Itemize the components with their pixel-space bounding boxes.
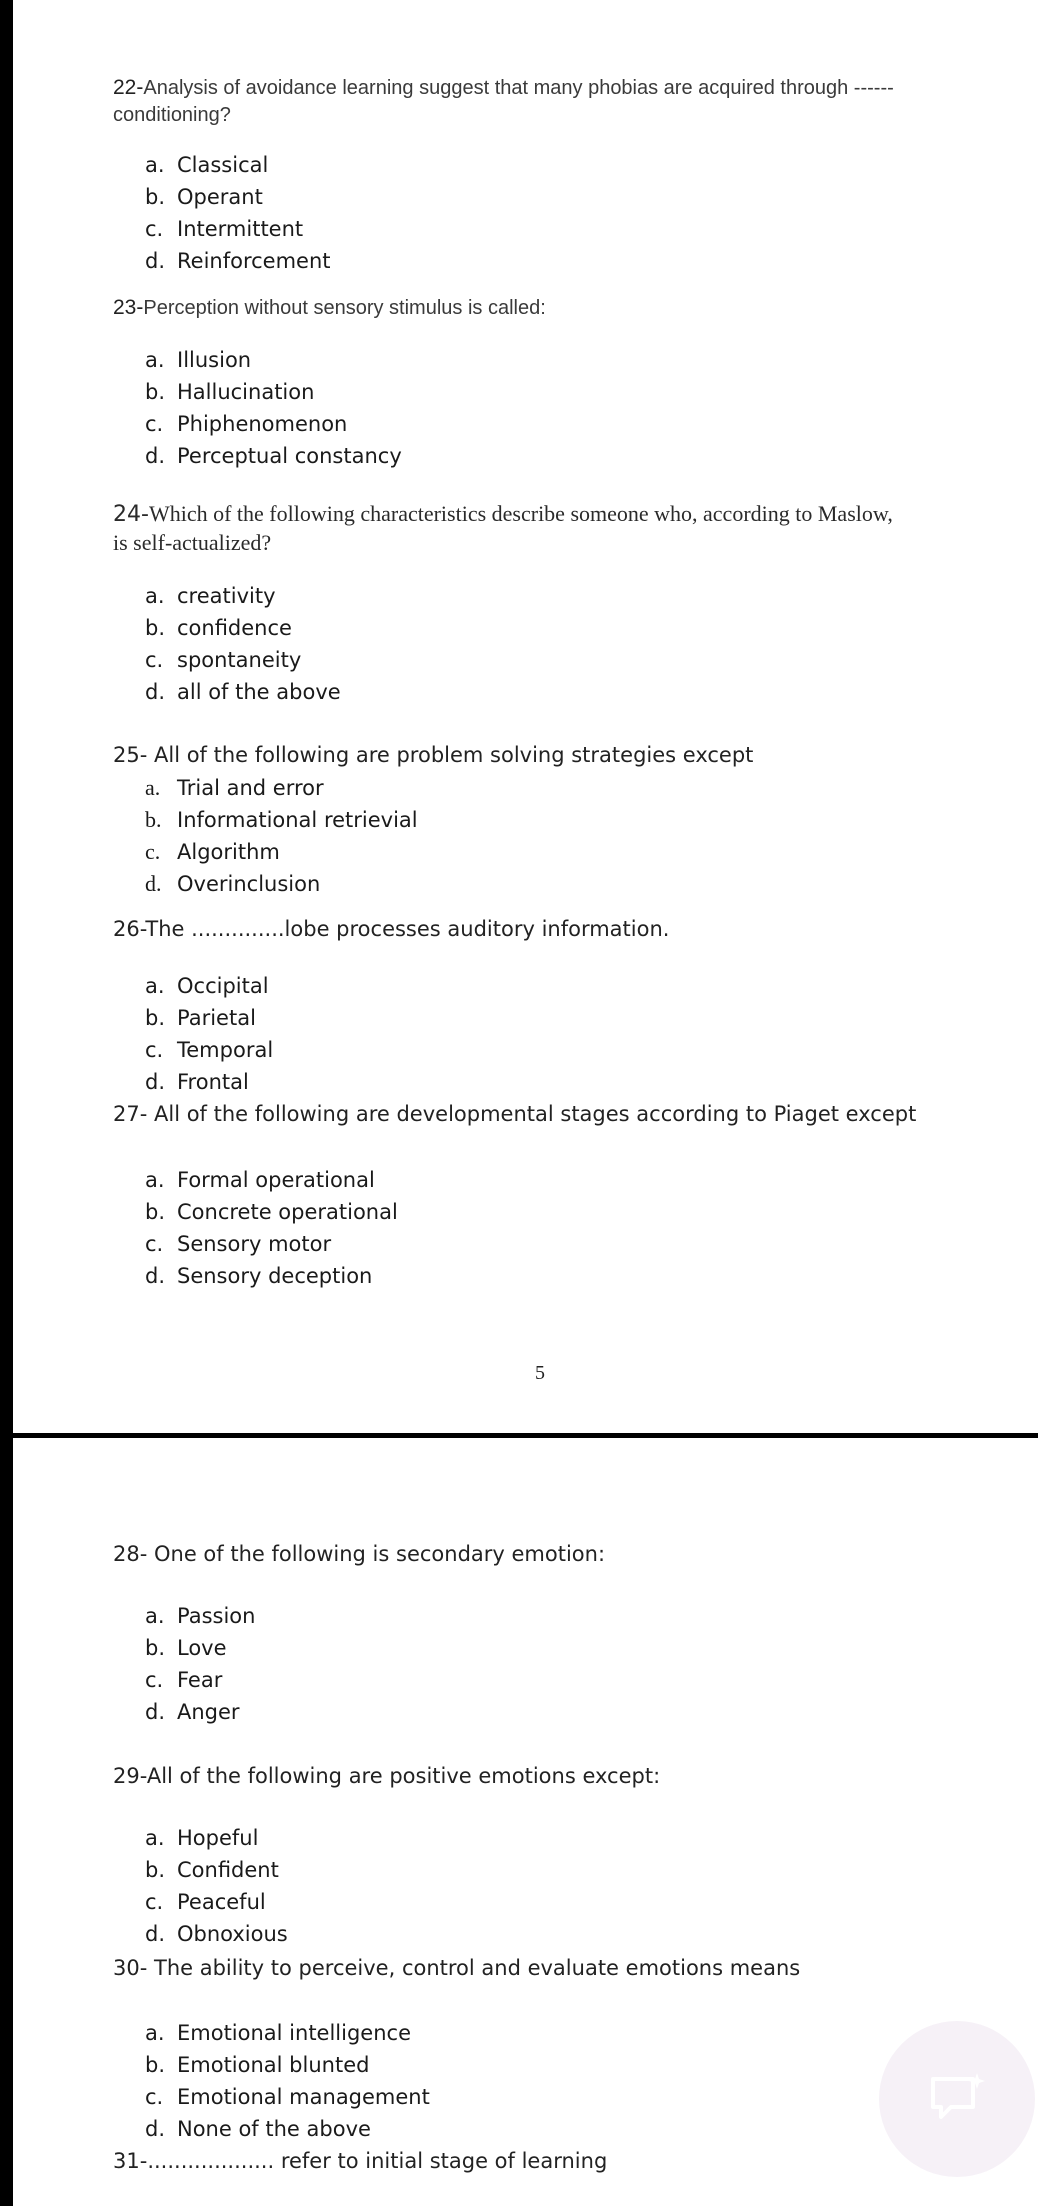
option[interactable]: a. Occipital [145, 974, 269, 998]
option[interactable]: c. spontaneity [145, 648, 302, 672]
option[interactable]: b. Informational retrievial [145, 807, 418, 832]
option[interactable]: b. Operant [145, 185, 263, 209]
option[interactable]: c. Phiphenomenon [145, 412, 348, 436]
option[interactable]: b. Hallucination [145, 380, 315, 404]
option[interactable]: a. Hopeful [145, 1826, 259, 1850]
option[interactable]: a. creativity [145, 584, 276, 608]
question-28-options [145, 1600, 255, 1728]
question-24: 24-Which of the following characteristics describe someone who, according to Maslow, is self-actualized? [113, 501, 893, 555]
page-number: 5 [535, 1362, 545, 1384]
question-29: 29-All of the following are positive emotions except: [113, 1764, 661, 1788]
option[interactable]: b. Confident [145, 1858, 279, 1882]
question-30-options [145, 2017, 430, 2145]
option[interactable]: c. Emotional management [145, 2085, 430, 2109]
option[interactable]: c. Sensory motor [145, 1232, 332, 1256]
option[interactable]: b. Concrete operational [145, 1200, 398, 1224]
option[interactable]: b. confidence [145, 616, 292, 640]
question-23: 23-Perception without sensory stimulus is called: [113, 296, 546, 319]
option[interactable]: c. Intermittent [145, 217, 304, 241]
option[interactable]: d. all of the above [145, 680, 341, 704]
option[interactable]: b. Love [145, 1636, 227, 1660]
question-22: 22-Analysis of avoidance learning suggest that many phobias are acquired through ------ conditioning? [113, 76, 894, 126]
option[interactable]: a. Emotional intelligence [145, 2021, 412, 2045]
question-23-options [145, 344, 402, 472]
question-29-options [145, 1822, 288, 1950]
option[interactable]: c. Temporal [145, 1038, 274, 1062]
option[interactable]: d. Sensory deception [145, 1264, 373, 1288]
option[interactable]: c. Peaceful [145, 1890, 266, 1914]
option[interactable]: d. None of the above [145, 2117, 371, 2141]
option[interactable]: a. Classical [145, 153, 269, 177]
question-22-options [145, 149, 331, 277]
question-25-options [145, 772, 418, 900]
chat-bubble-icon [925, 2071, 989, 2127]
question-26: 26-The ..............lobe processes auditory information. [113, 917, 670, 941]
option[interactable]: d. Reinforcement [145, 249, 331, 273]
question-27: 27- All of the following are developmental stages according to Piaget except [113, 1102, 917, 1126]
option[interactable]: d. Frontal [145, 1070, 249, 1094]
question-27-options [145, 1164, 398, 1292]
option[interactable]: a. Passion [145, 1604, 256, 1628]
option[interactable]: a. Illusion [145, 348, 252, 372]
option[interactable]: b. Emotional blunted [145, 2053, 370, 2077]
option[interactable]: d. Anger [145, 1700, 240, 1724]
question-30: 30- The ability to perceive, control and evaluate emotions means [113, 1956, 801, 1980]
option[interactable]: a. Trial and error [145, 775, 324, 800]
option[interactable]: d. Overinclusion [145, 871, 321, 896]
option[interactable]: b. Parietal [145, 1006, 256, 1030]
chat-bubble-button[interactable] [879, 2021, 1035, 2177]
option[interactable]: d. Obnoxious [145, 1922, 288, 1946]
question-31: 31-................... refer to initial stage of learning [113, 2149, 608, 2173]
question-24-options [145, 580, 341, 708]
question-25: 25- All of the following are problem solving strategies except [113, 743, 754, 767]
option[interactable]: a. Formal operational [145, 1168, 375, 1192]
option[interactable]: c. Algorithm [145, 839, 280, 864]
question-28: 28- One of the following is secondary emotion: [113, 1542, 606, 1566]
option[interactable]: c. Fear [145, 1668, 223, 1692]
option[interactable]: d. Perceptual constancy [145, 444, 402, 468]
question-26-options [145, 970, 273, 1098]
